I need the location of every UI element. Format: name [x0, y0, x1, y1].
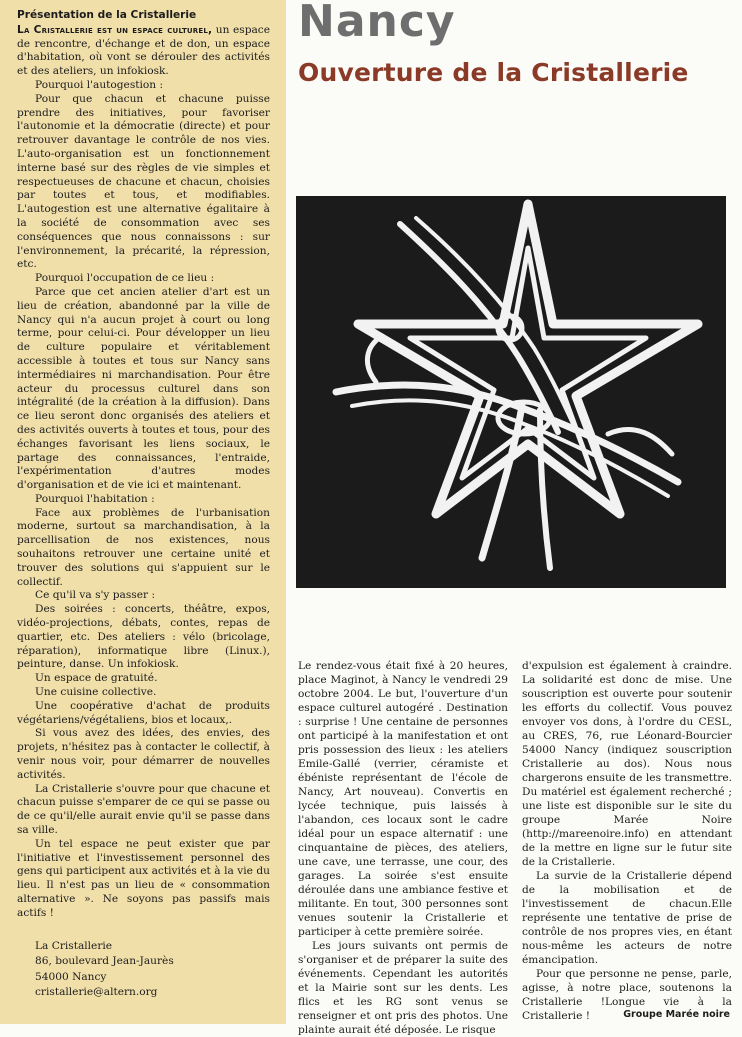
article-paragraph: Le rendez-vous était fixé à 20 heures, place Maginot, à Nancy le vendredi 29 octobre 2004. Le but, l'ouverture d'un espace culturel autogéré . Destination : surprise ! Une centaine de personnes ont participé à la manifestation et ont pris possession des lieux : les ateliers Emile-Gallé (verrier, céramiste et ébéniste représentant de l'école de Nancy, Art nouveau). Convertis en lycée technique, puis laissés à l'abandon, ces locaux sont le cadre idéal pour un espace alternatif : une cinquantaine de pièces, des ateliers, une cave, une terrasse, une cour, des garages. La soirée s'est ensuite déroulée dans une ambiance festive et militante. En tout, 300 personnes sont venues soutenir la Cristallerie et participer à cette première soirée.: [298, 660, 508, 938]
sidebar-lead-rest: un espace de rencontre, d'échange et de don, un espace d'habitation, où vont se dérouler des activités et des ateliers, un infokiosk.: [17, 23, 271, 78]
sidebar-lead-caps: La Cristallerie est un espace culturel,: [17, 23, 213, 36]
sidebar-box: [0, 0, 286, 1024]
sidebar-paragraph: Pourquoi l'occupation de ce lieu :: [35, 272, 215, 285]
contact-block: [17, 939, 270, 1001]
sidebar-paragraph: Des soirées : concerts, théâtre, expos, vidéo-projections, débats, contes, repas de quartier, etc. Des ateliers : vélo (bricolage, réparation), informatique libre (Linux.), peinture, danse. Un infokiosk.: [17, 603, 270, 671]
sidebar-paragraph: Parce que cet ancien atelier d'art est un lieu de création, abandonné par la ville de Nancy qui n'a aucun projet à court ou long terme, pour celui-ci. Pour développer un lieu de culture populaire et véritablement accessible à toutes et tous sur Nancy sans intermédiaires ni marchandisation. Pour être acteur du processus culturel dans son intégralité (de la création à la diffusion). Dans ce lieu seront donc organisés des ateliers et des activités ouverts à toutes et tous, pour des échanges favorisant les liens sociaux, le partage des connaissances, l'entraide, l'expérimentation d'autres modes d'organisation et de vie ici et maintenant.: [17, 285, 270, 492]
article-paragraph: La survie de la Cristallerie dépend de la mobilisation et de l'investissement de chacun.Elle représente une tentative de prise de contrôle de nos propres vies, en étant nous-même les acteurs de notre émancipation.: [522, 870, 732, 966]
article-paragraph: Les jours suivants ont permis de s'organiser et de préparer la suite des événements. Cependant les autorités et la Mairie sont sur les dents. Les flics et les RG sont venus se renseigner et ont pris des photos. Une plainte aurait été déposée. Le risque: [298, 940, 508, 1036]
sidebar-paragraph: Face aux problèmes de l'urbanisation moderne, surtout sa marchandisation, à la parcellisation de nos existences, nous souhaitons retrouver une certaine unité et trouver des solutions qui s'appuient sur le collectif.: [17, 506, 270, 588]
sidebar-title: Présentation de la Cristallerie: [17, 9, 197, 21]
sidebar-paragraph: Un tel espace ne peut exister que par l'initiative et l'investissement personnel des gens qui participent aux activités et à la vie du lieu. Il n'est pas un lieu de « consommation alternative ». Ne soyons pas passifs mais actifs !: [17, 837, 270, 919]
article-signature: Groupe Marée noire: [623, 1009, 730, 1020]
sidebar-paragraph: Pourquoi l'autogestion :: [35, 78, 164, 91]
article-headline: Ouverture de la Cristallerie: [298, 58, 689, 87]
sidebar-paragraph: Pour que chacun et chacune puisse prendre des initiatives, pour favoriser l'autonomie et la démocratie (directe) et pour retrouver davantage le contrôle de nos vies. L'auto-organisation est un fonctionnement interne basé sur des règles de vie simples et respectueuses de chacune et chacun, choisies par toutes et tous, et modifiables. L'autogestion est une alternative égalitaire à la société de consommation avec ses conséquences que nous connaissons : sur l'environnement, la précarité, la répression, etc.: [17, 92, 270, 271]
contact-email[interactable]: cristallerie@altern.org: [35, 986, 158, 999]
sidebar-paragraph: Une cuisine collective.: [35, 686, 157, 699]
article-kicker: Nancy: [298, 0, 456, 47]
contact-name: La Cristallerie: [35, 939, 113, 952]
contact-city: 54000 Nancy: [35, 970, 107, 983]
star-figure-icon: [296, 196, 726, 588]
article-column-2: [522, 659, 732, 1023]
sidebar-paragraph: La Cristallerie s'ouvre pour que chacune et chacun puisse s'emparer de ce qui se passe ou de ce qu'il/elle aurait envie qu'il se passe dans sa ville.: [17, 782, 270, 837]
sidebar-paragraph: Si vous avez des idées, des envies, des projets, n'hésitez pas à contacter le collectif, à venir nous voir, pour démarrer de nouvelles activités.: [17, 727, 270, 781]
sidebar-paragraph: Ce qu'il va s'y passer :: [35, 589, 156, 602]
sidebar-paragraph: Une coopérative d'achat de produits végétariens/végétaliens, bios et locaux,.: [17, 699, 270, 726]
star-figure-graphic: [296, 196, 726, 588]
article-paragraph: Pour que personne ne pense, parle, agisse, à notre place, soutenons la Cristallerie !Longue vie à la Cristallerie !: [522, 968, 732, 1022]
sidebar-lead: [17, 24, 270, 79]
article-column-1: [298, 659, 508, 1037]
article: [286, 0, 742, 1036]
article-paragraph: d'expulsion est également à craindre. La solidarité est donc de mise. Une souscription est ouverte pour soutenir les efforts du collectif. Vous pouvez envoyer vos dons, à l'ordre du CESL, au CRES, 76, rue Léonard-Bourcier 54000 Nancy (indiquez souscription Cristallerie au dos). Nous nous chargerons ensuite de les transmettre. Du matériel est également recherché ; une liste est disponible sur le site du groupe Marée Noire (http://mareenoire.info) en attendant de la mettre en ligne sur le futur site de la Cristallerie.: [522, 660, 732, 868]
contact-street: 86, boulevard Jean-Jaurès: [35, 955, 174, 968]
sidebar-paragraph: Un espace de gratuité.: [35, 672, 158, 685]
sidebar-paragraph: Pourquoi l'habitation :: [35, 492, 155, 505]
